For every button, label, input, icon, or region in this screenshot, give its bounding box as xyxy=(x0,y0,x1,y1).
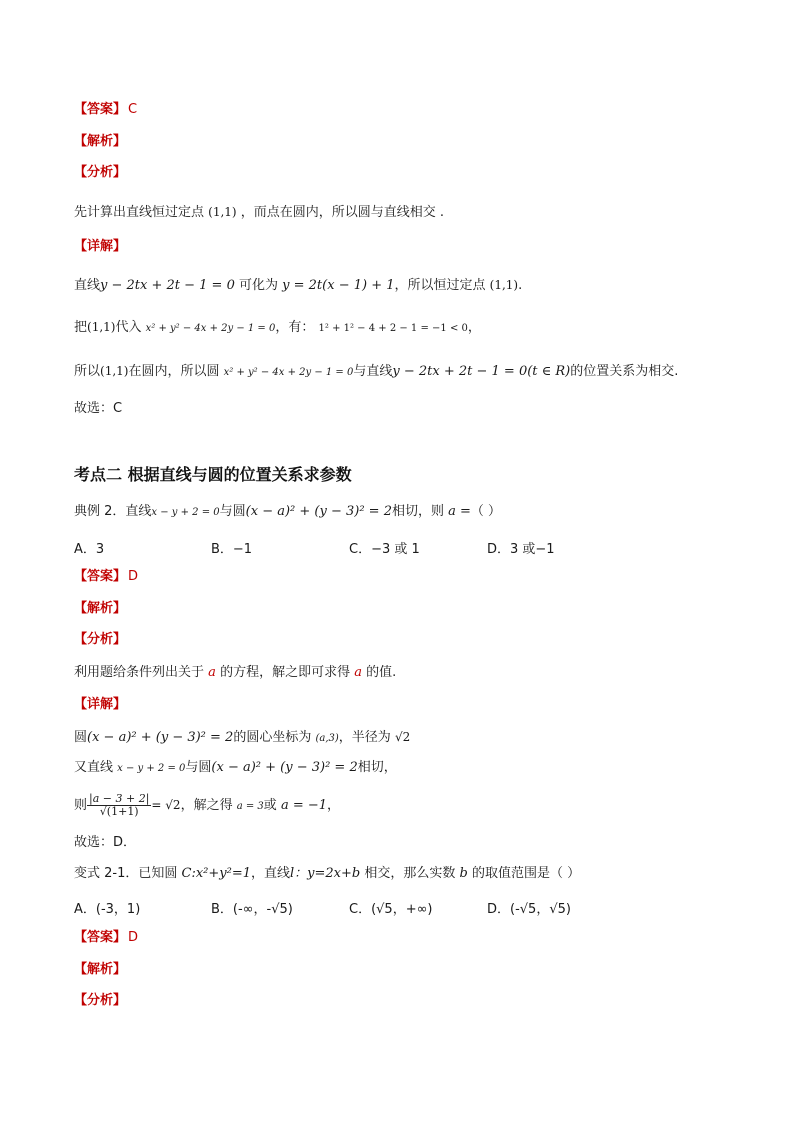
fixed-point: (1,1) xyxy=(87,320,116,334)
detail-line-3: 则 $\frac{|a - 3 + 2|}{√(1+1)}$ = √2，解之得 a = 3或 a = −1， xyxy=(74,792,341,818)
fenxi-label: 【分析】 xyxy=(74,165,127,180)
section-heading: 考点二 根据直线与圆的位置关系求参数 xyxy=(74,465,352,484)
detail-line-1: 圆(x − a)² + (y − 3)² = 2的圆心坐标为 (a,3)，半径为 √2 xyxy=(74,730,411,745)
circle-center: (a,3) xyxy=(315,733,339,744)
line-equation: y − 2tx + 2t − 1 = 0(t ∈ R) xyxy=(392,364,571,379)
analysis-label: 【解析】 xyxy=(74,134,127,149)
option-b: B．(-∞，-√5) xyxy=(211,902,293,917)
detail-line-2: 把(1,1)代入 x² + y² − 4x + 2y − 1 = 0，有： 1² + 1² − 4 + 2 − 1 = −1 < 0， xyxy=(74,320,481,335)
fixed-point: (1,1) xyxy=(208,205,237,219)
choice-line: 故选：C xyxy=(74,401,123,416)
line-l: l：y=2x+b xyxy=(290,866,361,881)
circle-c: C:x²+y²=1 xyxy=(181,866,251,881)
answer-label: 【答案】 D xyxy=(74,569,139,584)
fenxi-label: 【分析】 xyxy=(74,632,127,647)
analysis-label: 【解析】 xyxy=(74,601,127,616)
option-b: B．−1 xyxy=(211,542,253,557)
distance-fraction: $\frac{|a - 3 + 2|}{√(1+1)}$ xyxy=(89,792,150,818)
option-a: A．(-3，1) xyxy=(74,902,141,917)
option-d: D．3 或−1 xyxy=(487,542,555,557)
detail-label: 【详解】 xyxy=(74,239,127,254)
answer-label: 【答案】 D xyxy=(74,930,139,945)
fenxi-label: 【分析】 xyxy=(74,993,127,1008)
circle-equation: (x − a)² + (y − 3)² = 2 xyxy=(87,730,234,745)
detail-line-3: 所以(1,1)在圆内，所以圆 x² + y² − 4x + 2y − 1 = 0与直线y − 2tx + 2t − 1 = 0(t ∈ R)的位置关系为相交. xyxy=(74,364,679,379)
solution-1: a = 3 xyxy=(236,801,264,812)
variable-a: a xyxy=(208,665,216,680)
analysis-label: 【解析】 xyxy=(74,962,127,977)
line-equation-rewritten: y = 2t(x − 1) + 1 xyxy=(282,278,395,293)
variable-b: b xyxy=(459,866,468,881)
answer-value: D xyxy=(128,569,139,584)
variant-question: 变式 2-1．已知圆 C:x²+y²=1，直线l：y=2x+b 相交，那么实数 b 的取值范围是（ ） xyxy=(74,866,581,881)
detail-line-2: 又直线 x − y + 2 = 0与圆(x − a)² + (y − 3)² = 2相切， xyxy=(74,760,397,775)
option-a: A．3 xyxy=(74,542,105,557)
answer-value: D xyxy=(128,930,139,945)
line-equation: x − y + 2 = 0 xyxy=(117,763,186,774)
circle-equation: x² + y² − 4x + 2y − 1 = 0 xyxy=(223,367,354,378)
radius: √2 xyxy=(394,730,411,744)
fenxi-text: 先计算出直线恒过定点 (1,1) ，而点在圆内，所以圆与直线相交 . xyxy=(74,205,445,220)
answer-value: C xyxy=(128,102,138,117)
detail-line-1: 直线y − 2tx + 2t − 1 = 0 可化为 y = 2t(x − 1) + 1，所以恒过定点 (1,1). xyxy=(74,278,523,293)
answer-label: 【答案】 C xyxy=(74,102,138,117)
circle-equation: (x − a)² + (y − 3)² = 2 xyxy=(245,504,392,519)
circle-equation: x² + y² − 4x + 2y − 1 = 0 xyxy=(145,323,276,334)
option-c: C．(√5，+∞) xyxy=(349,902,433,917)
line-equation: y − 2tx + 2t − 1 = 0 xyxy=(100,278,235,293)
choice-line: 故选：D． xyxy=(74,835,137,850)
option-c: C．−3 或 1 xyxy=(349,542,420,557)
example-2-question: 典例 2．直线x − y + 2 = 0与圆(x − a)² + (y − 3)² = 2相切，则 a =（ ） xyxy=(74,504,502,519)
detail-label: 【详解】 xyxy=(74,697,127,712)
solution-2: a = −1 xyxy=(280,798,328,813)
option-d: D．(-√5，√5) xyxy=(487,902,571,917)
fixed-point: (1,1) xyxy=(489,278,519,292)
variable-a: a xyxy=(354,665,362,680)
fixed-point: (1,1) xyxy=(100,364,129,378)
fenxi-text: 利用题给条件列出关于 a 的方程，解之即可求得 a 的值. xyxy=(74,665,397,680)
line-equation: x − y + 2 = 0 xyxy=(151,507,220,518)
circle-equation: (x − a)² + (y − 3)² = 2 xyxy=(211,760,358,775)
substitution-result: 1² + 1² − 4 + 2 − 1 = −1 < 0 xyxy=(318,323,468,334)
